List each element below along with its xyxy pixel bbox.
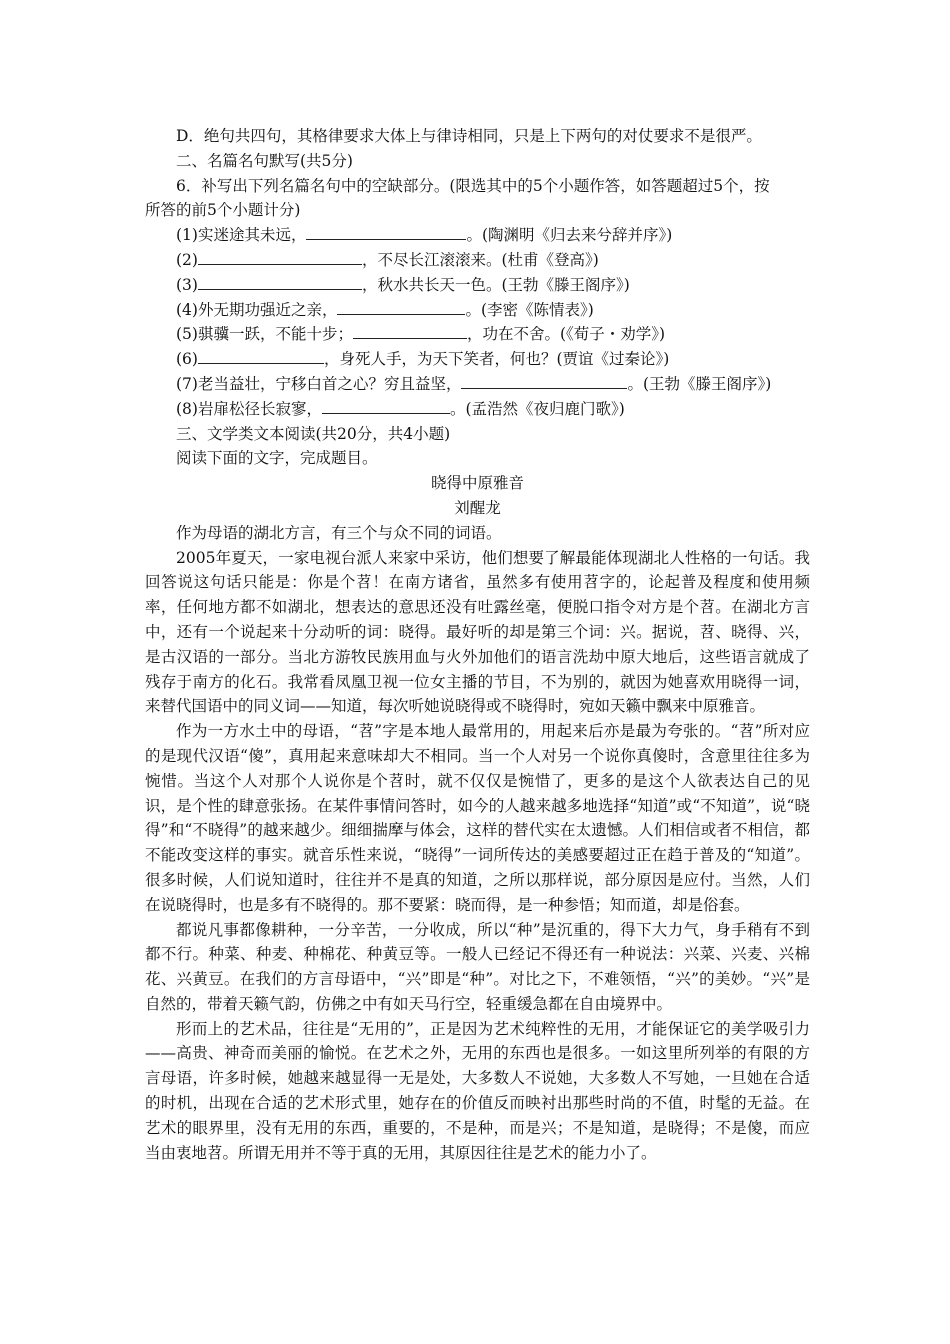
article-paragraph-2: 2005年夏天，一家电视台派人来家中采访，他们想要了解最能体现湖北人性格的一句话。我回答说这句话只能是：你是个苕！在南方诸省，虽然多有使用苕字的，论起普及程度和使用频率，任何地方都不如湖北，想表达的意思还没有吐露丝毫，便脱口指令对方是个苕。在湖北方言中，还有一个说起来十分动听的词：晓得。最好听的却是第三个词：兴。据说，苕、晓得、兴，是古汉语的一部分。当北方游牧民族用血与火外加他们的语言洗劫中原大地后，这些语言就成了残存于南方的化石。我常看凤凰卫视一位女主播的节目，不为别的，就因为她喜欢用晓得一词，来替代国语中的同义词——知道，每次听她说晓得或不晓得时，宛如天籁中飘来中原雅音。 (145, 548, 810, 716)
q6-item-8-post: 。(孟浩然《夜归鹿门歌》) (449, 399, 625, 418)
q6-item-3-pre: (3) (176, 275, 198, 294)
section-3-heading: 三、文学类文本阅读(共20分，共4小题) (176, 424, 451, 443)
q5-option-d: D．绝句共四句，其格律要求大体上与律诗相同，只是上下两句的对仗要求不是很严。 (176, 127, 762, 145)
answer-blank-8[interactable] (322, 398, 450, 414)
q6-item-7 (145, 372, 810, 397)
q6-item-2 (145, 248, 810, 273)
q6-item-1-pre: (1)实迷途其未远， (176, 226, 307, 245)
article-paragraph-3: 作为一方水土中的母语，“苕”字是本地人最常用的，用起来后亦是最为夸张的。“苕”所对应的是现代汉语“傻”，真用起来意味却大不相同。当一个人对另一个说你真傻时，含意里往往多为惋惜。当这个人对那个人说你是个苕时，就不仅仅是惋惜了，更多的是这个人欲表达自己的见识，是个性的肆意张扬。在某件事情问答时，如今的人越来越多地选择“知道”或“不知道”，说“晓得”和“不晓得”的越来越少。细细揣摩与体会，这样的替代实在太遗憾。人们相信或者不相信，都不能改变这样的事实。就音乐性来说，“晓得”一词所传达的美感要超过正在趋于普及的“知道”。很多时候，人们说知道时，往往并不是真的知道，之所以那样说，部分原因是应付。当然，人们在说晓得时，也是多有不晓得的。那不要紧：晓而得，是一种参悟；知而道，却是俗套。 (145, 722, 810, 914)
q6-item-2-post: ，不尽长江滚滚来。(杜甫《登高》) (361, 250, 599, 269)
answer-blank-7[interactable] (461, 373, 627, 389)
q6-item-7-pre: (7)老当益壮，宁移白首之心？穷且益坚， (176, 374, 462, 393)
q6-item-5-post: ，功在不舍。(《荀子・劝学》) (466, 325, 666, 344)
q6-item-3 (145, 273, 810, 298)
q6-item-8-pre: (8)岩扉松径长寂寥， (176, 399, 322, 418)
q6-item-1 (145, 223, 810, 248)
q6-item-6 (145, 347, 810, 372)
answer-blank-5[interactable] (353, 323, 467, 339)
q6-item-4-post: 。(李密《陈情表》) (465, 300, 594, 319)
reading-instruction: 阅读下面的文字，完成题目。 (176, 449, 378, 468)
q6-item-3-post: ，秋水共长天一色。(王勃《滕王阁序》) (361, 275, 630, 294)
answer-blank-2[interactable] (198, 249, 362, 265)
article-paragraph-1: 作为母语的湖北方言，有三个与众不同的词语。 (176, 523, 502, 542)
q6-item-2-pre: (2) (176, 250, 198, 269)
answer-blank-4[interactable] (337, 299, 465, 315)
section-2-heading: 二、名篇名句默写(共5分) (176, 151, 353, 170)
article-paragraph-4: 都说凡事都像耕种，一分辛苦，一分收成，所以“种”是沉重的，得下大力气，身手稍有不到都不行。种菜、种麦、种棉花、种黄豆等。一般人已经记不得还有一种说法：兴菜、兴麦、兴棉花、兴黄豆。在我们的方言母语中，“兴”即是“种”。对比之下，不难领悟，“兴”的美妙。“兴”是自然的，带着天籁气韵，仿佛之中有如天马行空，轻重缓急都在自由境界中。 (145, 920, 810, 1013)
answer-blank-6[interactable] (198, 348, 324, 364)
article-title: 晓得中原雅音 (430, 474, 524, 493)
q6-item-7-post: 。(王勃《滕王阁序》) (627, 374, 772, 393)
q6-item-4-pre: (4)外无期功强近之亲， (176, 300, 338, 319)
q6-item-5 (145, 322, 810, 347)
document-body (145, 124, 810, 1165)
q6-item-4 (145, 298, 810, 323)
q6-prompt-line2: 所答的前5个小题计分) (145, 201, 301, 220)
q6-item-6-pre: (6) (176, 350, 198, 369)
q6-item-6-post: ，身死人手，为天下笑者，何也？(贾谊《过秦论》) (323, 350, 670, 369)
q6-item-8 (145, 397, 810, 422)
q6-item-5-pre: (5)骐骥一跃，不能十步； (176, 325, 353, 344)
answer-blank-1[interactable] (306, 224, 466, 240)
article-author: 刘醒龙 (454, 498, 501, 517)
q6-prompt-line1: 6．补写出下列名篇名句中的空缺部分。(限选其中的5个小题作答，如答题超过5个，按 (176, 176, 770, 195)
q6-item-1-post: 。(陶渊明《归去来兮辞并序》) (466, 226, 673, 245)
article-paragraph-5: 形而上的艺术品，往往是“无用的”，正是因为艺术纯粹性的无用，才能保证它的美学吸引力——高贵、神奇而美丽的愉悦。在艺术之外，无用的东西也是很多。一如这里所列举的有限的方言母语，许多时候，她越来越显得一无是处，大多数人不说她，大多数人不写她，一旦她在合适的时机，出现在合适的艺术形式里，她存在的价值反而映衬出那些时尚的不值，时髦的无益。在艺术的眼界里，没有无用的东西，重要的，不是种，而是兴；不是知道，是晓得；不是傻，而应当由衷地苕。所谓无用并不等于真的无用，其原因往往是艺术的能力小了。 (145, 1019, 810, 1162)
answer-blank-3[interactable] (198, 274, 362, 290)
